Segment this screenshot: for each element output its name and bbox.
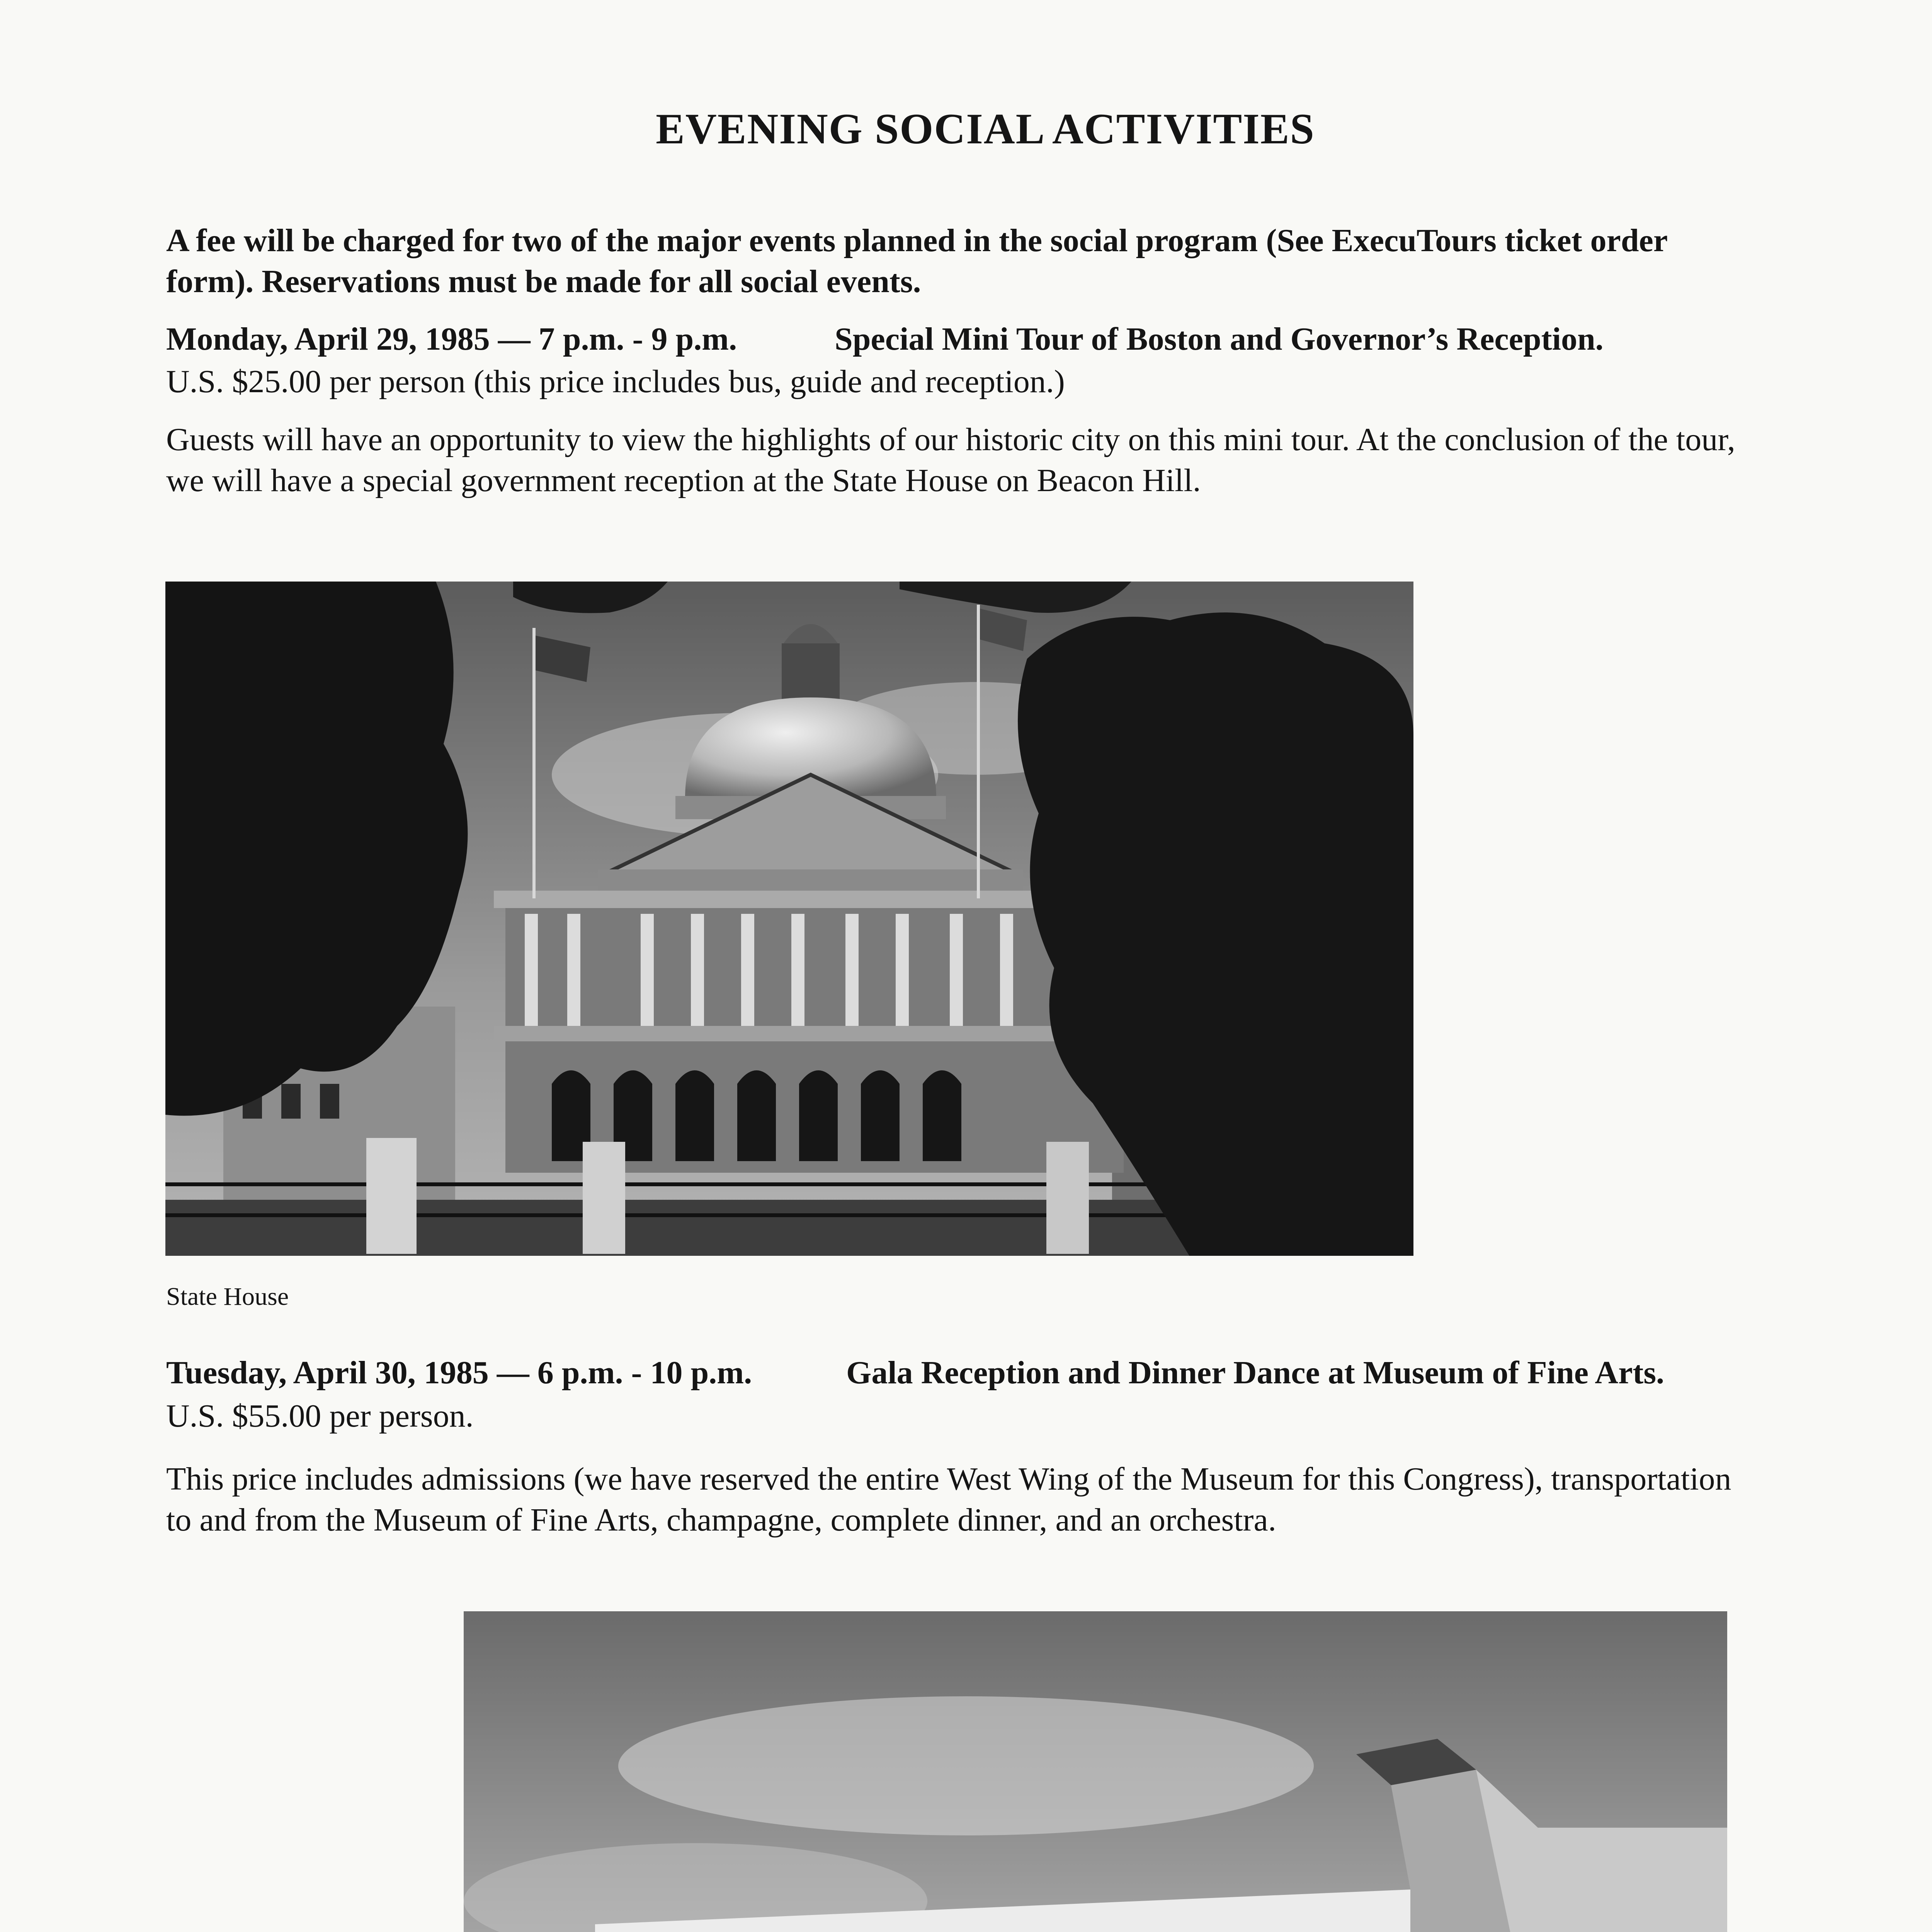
event-name: Gala Reception and Dinner Dance at Museum of Fine Arts. bbox=[846, 1355, 1665, 1391]
event-name: Special Mini Tour of Boston and Governor’s Reception. bbox=[835, 321, 1604, 357]
intro-paragraph: A fee will be charged for two of the major events planned in the social program (See ExecuTours ticket order form). Reservations must be made for all social events. bbox=[166, 223, 1667, 299]
event-description: Guests will have an opportunity to view the highlights of our historic city on this mini tour. At the conclusion of the tour, we will have a special government reception at the State House on Beacon Hill. bbox=[166, 422, 1735, 498]
museum-photo bbox=[464, 1611, 1727, 1932]
event-datetime: Monday, April 29, 1985 — 7 p.m. - 9 p.m. bbox=[166, 321, 737, 357]
event-price: U.S. $55.00 per person. bbox=[166, 1398, 474, 1434]
event-heading bbox=[166, 1352, 1743, 1393]
event-description: This price includes admissions (we have reserved the entire West Wing of the Museum for this Congress), transportation to and from the Museum of Fine Arts, champagne, complete dinner, and an orchestra. bbox=[166, 1461, 1731, 1538]
museum-illustration bbox=[464, 1611, 1727, 1932]
event-datetime: Tuesday, April 30, 1985 — 6 p.m. - 10 p.m. bbox=[166, 1355, 752, 1391]
page-title: EVENING SOCIAL ACTIVITIES bbox=[656, 105, 1315, 153]
event-price: U.S. $25.00 per person (this price includes bus, guide and reception.) bbox=[166, 364, 1065, 400]
state-house-photo bbox=[165, 582, 1413, 1256]
photo-caption: State House bbox=[166, 1282, 289, 1311]
event-heading bbox=[166, 319, 1743, 360]
state-house-illustration bbox=[165, 582, 1413, 1256]
